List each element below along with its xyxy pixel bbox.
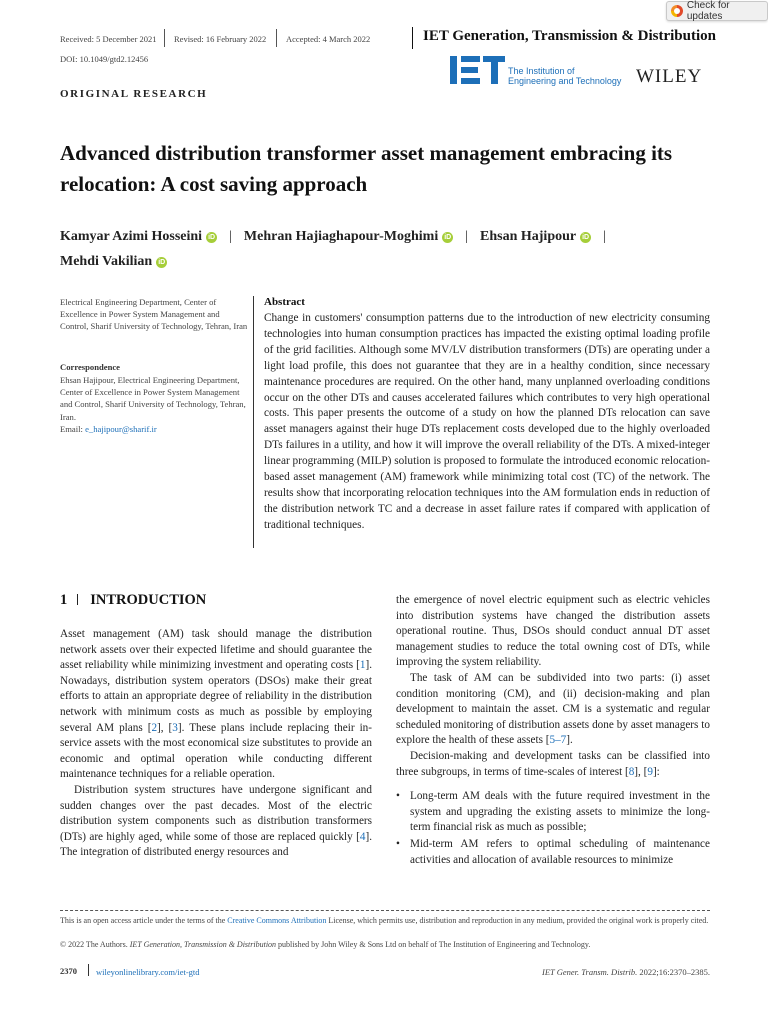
author-separator: |: [465, 229, 469, 244]
left-column: [60, 627, 372, 861]
crossmark-icon: [671, 5, 683, 17]
footer-divider: [60, 910, 710, 911]
orcid-icon[interactable]: iD: [444, 234, 452, 241]
revised-date: Revised: 16 February 2022: [174, 34, 267, 44]
paragraph: The task of AM can be subdivided into two parts: (i) asset condition monitoring (CM), and (ii) decision-making and plan development to maintain the asset. CM is a systematic and regular scheduled monitoring of distribution assets done by asset managers to explore the health of these assets [5–7].: [396, 671, 710, 747]
journal-url-link[interactable]: wileyonlinelibrary.com/iet-gtd: [96, 967, 200, 977]
received-date: Received: 5 December 2021: [60, 34, 157, 44]
paper-title: Advanced distribution transformer asset management embracing its relocation: A cost saving approach: [60, 141, 673, 196]
correspondence: [60, 374, 250, 435]
author-name[interactable]: Mehran Hajiaghapour-Moghimi: [243, 229, 439, 244]
reference-link[interactable]: 1: [359, 659, 366, 672]
abstract-divider: [253, 296, 254, 548]
email-link[interactable]: e_hajipour@sharif.ir: [85, 423, 157, 434]
section-number: 1: [60, 592, 68, 608]
list-item: • Long-term AM deals with the future required investment in the system and upgrading the existing assets to minimize the long-term financial risk as much as possible;: [396, 789, 710, 836]
author-list: [60, 224, 730, 274]
journal-name: IET Generation, Transmission & Distribution: [423, 28, 716, 44]
orcid-icon[interactable]: iD: [158, 259, 166, 266]
page-number: 2370: [60, 966, 77, 976]
abstract-heading: Abstract: [264, 296, 305, 308]
wiley-logo: WILEY: [636, 66, 703, 87]
right-column: [396, 593, 710, 868]
author-name[interactable]: Mehdi Vakilian: [60, 254, 153, 269]
iet-name: The Institution of Engineering and Technology: [508, 66, 622, 86]
reference-link[interactable]: 8: [628, 765, 635, 778]
journal-divider: [412, 27, 413, 49]
license-link[interactable]: Creative Commons Attribution: [227, 916, 327, 925]
section-heading: [60, 592, 206, 609]
correspondence-heading: Correspondence: [60, 362, 120, 372]
correspondence-text: Ehsan Hajipour, Electrical Engineering Department, Center of Excellence in Power System Management and Control, Sharif University of Technology, Tehran, Iran.: [60, 375, 246, 422]
article-type: ORIGINAL RESEARCH: [60, 88, 208, 100]
paragraph: Asset management (AM) task should manage the distribution network assets over their expected lifetime and should guarantee the asset reliability while minimizing investment and operating costs [1]. Nowadays, distribution system operators (DSOs) make their great efforts to attain an appropriate degree of reliability in the distribution network with minimum costs as much as possible by employing several AM plans [2], [3]. These plans include replacing their in-service assets with the most economical size substitutes to provide an economic and optimal operation while conducting different maintenance techniques for a reliable operation.: [60, 628, 372, 781]
author-name[interactable]: Kamyar Azimi Hosseini: [60, 229, 203, 244]
paragraph: Decision-making and development tasks can be classified into three subgroups, in terms of time-scales of interest [8], [9]:: [396, 749, 710, 778]
bullet-icon: •: [396, 837, 400, 850]
accepted-date: Accepted: 4 March 2022: [286, 34, 371, 44]
reference-link[interactable]: 2: [151, 721, 158, 734]
reference-link[interactable]: 5–7: [549, 734, 567, 747]
affiliation: Electrical Engineering Department, Center of Excellence in Power System Management and Control, Sharif University of Technology, Tehran, Iran: [60, 297, 248, 332]
check-for-updates-label: Check for updates: [686, 0, 730, 22]
paragraph: the emergence of novel electric equipment such as electric vehicles into distribution systems have changed the distribution assets operational routine. Thus, DSOs should conduct annual DT asset management studies to reduce the total owning cost of DTs, while improving the system reliability.: [396, 594, 710, 669]
footer-separator: [88, 964, 89, 976]
paragraph: Distribution system structures have undergone significant and sudden changes over the past decades. Most of the electric distribution system components such as distribution transformers (DTs) are highly aged, while some of those are replaced quickly [4]. The integration of distributed energy resources and: [60, 783, 372, 859]
citation: IET Gener. Transm. Distrib. 2022;16:2370–2385.: [542, 967, 710, 977]
reference-link[interactable]: 9: [647, 765, 653, 778]
author-name[interactable]: Ehsan Hajipour: [480, 229, 577, 244]
reference-link[interactable]: 3: [172, 721, 178, 734]
bullet-icon: •: [396, 790, 400, 803]
header-divider: [164, 29, 165, 47]
license-note: This is an open access article under the terms of the Creative Commons Attribution License, which permits use, distribution and reproduction in any medium, provided the original work is properly cited.: [60, 916, 709, 925]
email-label: Email:: [60, 423, 83, 434]
author-separator: |: [603, 229, 606, 244]
header-divider: [276, 29, 277, 47]
copyright-note: © 2022 The Authors. IET Generation, Transmission & Distribution published by John Wiley & Sons Ltd on behalf of The Institution of Engineering and Technology.: [60, 940, 591, 949]
abstract-text: Change in customers' consumption patterns due to the introduction of new electricity consuming technologies into human consumption practices has impacted the existing optimal loading profile of the grid facilities. Although some MV/LV distribution transformers (DTs) are operating under a light load profile, this does not guarantee that they are in a healthy condition, since necessary maintenance procedures are required. On the other hand, many unplanned overloading conditions occur on the other DTs and causes accelerated failures which contributes to very high operational costs. This paper presents the outcome of a study on how the planned DTs relocation can save asset managers against their huge DTs replacement costs developed due to the highly overloaded DTs failures in a utility, and how it will improve the overall reliability of the DTs. A mixed-integer linear programming (MILP) solution is proposed to formulate the introduced economic relocation-based asset management (AM) framework while minimizing total cost (TC) of the network. The results show that incorporating relocation techniques into the AM formulation ends in reduction of the distribution network TC and a decrease in asset failure rates if compared with application of traditional techniques.: [264, 312, 710, 531]
author-separator: |: [229, 229, 232, 244]
orcid-icon[interactable]: iD: [582, 234, 590, 241]
list-item: • Mid-term AM refers to optimal scheduling of maintenance activities and allocation of available resources to minimize: [396, 837, 710, 868]
check-for-updates-button[interactable]: [666, 1, 768, 21]
section-title: INTRODUCTION: [90, 592, 207, 608]
orcid-icon[interactable]: iD: [208, 234, 216, 241]
reference-link[interactable]: 4: [359, 830, 366, 843]
doi-link[interactable]: DOI: 10.1049/gtd2.12456: [60, 54, 149, 64]
iet-logo-icon: [450, 56, 506, 84]
